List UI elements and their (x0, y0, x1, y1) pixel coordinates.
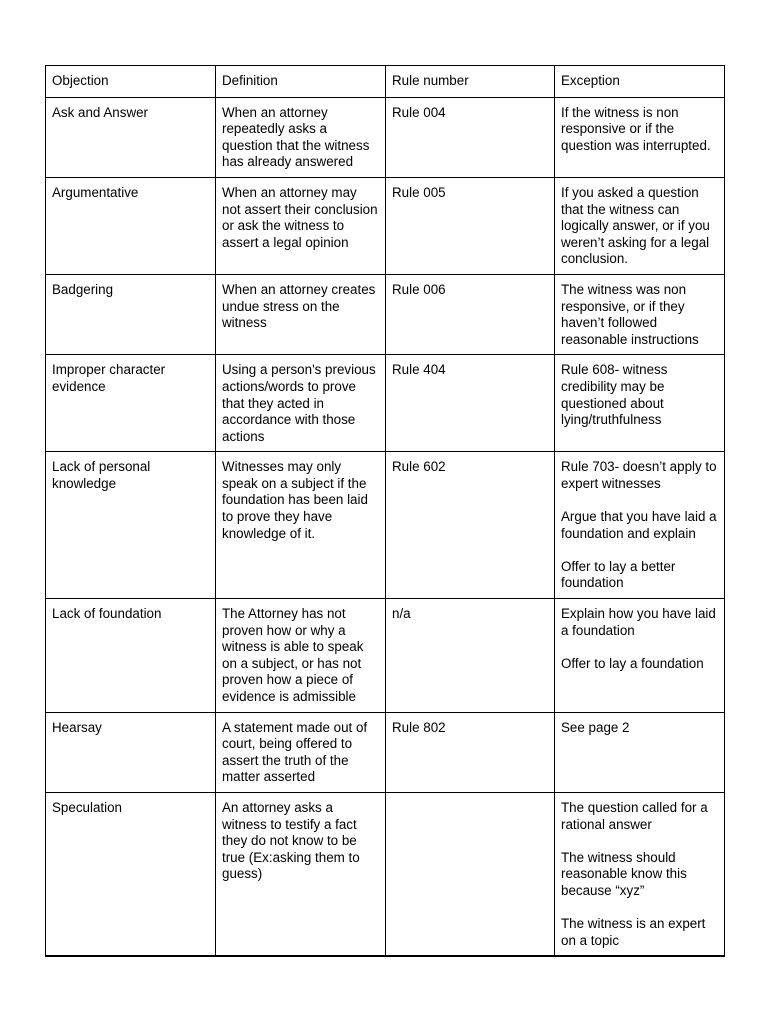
table-row (46, 599, 725, 713)
exception-text: If you asked a question that the witness can logically answer, or if you weren’t asking for a legal conclusion. (561, 184, 710, 267)
objection-cell: Improper character evidence (46, 355, 216, 452)
table-row (46, 452, 725, 599)
exception-cell (555, 712, 725, 792)
objection-cell: Hearsay (46, 712, 216, 792)
rule-cell: Rule 006 (386, 274, 555, 354)
exception-text: The question called for a rational answer (561, 799, 708, 832)
exception-cell (555, 355, 725, 452)
rule-cell: Rule 802 (386, 712, 555, 792)
exception-text: See page 2 (561, 719, 630, 735)
definition-cell: When an attorney creates undue stress on the witness (216, 274, 386, 354)
table-header-row (46, 66, 725, 98)
table-row (46, 712, 725, 792)
objection-cell: Ask and Answer (46, 97, 216, 177)
definition-cell: Witnesses may only speak on a subject if the foundation has been laid to prove they have knowledge of it. (216, 452, 386, 599)
definition-cell: The Attorney has not proven how or why a witness is able to speak on a subject, or has not proven how a piece of evidence is admissible (216, 599, 386, 713)
exception-cell (555, 792, 725, 956)
header-definition: Definition (216, 66, 386, 98)
exception-text: The witness should reasonable know this because “xyz” (561, 849, 687, 898)
objection-cell: Lack of foundation (46, 599, 216, 713)
exception-cell (555, 97, 725, 177)
objection-cell: Argumentative (46, 177, 216, 274)
objection-cell: Speculation (46, 792, 216, 956)
exception-cell (555, 452, 725, 599)
exception-text: Offer to lay a foundation (561, 655, 704, 671)
objection-cell: Badgering (46, 274, 216, 354)
exception-text: Argue that you have laid a foundation and explain (561, 509, 717, 541)
header-exception: Exception (555, 66, 725, 98)
objection-cell: Lack of personal knowledge (46, 452, 216, 599)
objections-table (45, 65, 725, 957)
table-row (46, 355, 725, 452)
rule-cell: Rule 602 (386, 452, 555, 599)
exception-text: Offer to lay a better foundation (561, 558, 676, 591)
exception-text: The witness is an expert on a topic (561, 916, 706, 948)
exception-text: The witness was non responsive, or if they haven’t followed reasonable instructions (561, 281, 699, 347)
rule-cell: Rule 404 (386, 355, 555, 452)
table-row (46, 792, 725, 956)
definition-cell: Using a person's previous actions/words to prove that they acted in accordance with those actions (216, 355, 386, 452)
exception-cell (555, 177, 725, 274)
definition-cell: An attorney asks a witness to testify a fact they do not know to be true (Ex:asking them to guess) (216, 792, 386, 956)
exception-cell (555, 274, 725, 354)
exception-text: Rule 608- witness credibility may be questioned about lying/truthfulness (561, 362, 668, 428)
rule-cell: n/a (386, 599, 555, 713)
exception-text: Rule 703- doesn’t apply to expert witnesses (561, 459, 717, 491)
rule-cell (386, 792, 555, 956)
exception-text: Explain how you have laid a foundation (561, 606, 716, 638)
definition-cell: A statement made out of court, being offered to assert the truth of the matter asserted (216, 712, 386, 792)
definition-cell: When an attorney repeatedly asks a question that the witness has already answered (216, 97, 386, 177)
table-row (46, 274, 725, 354)
table-row (46, 177, 725, 274)
rule-cell: Rule 005 (386, 177, 555, 274)
exception-text: If the witness is non responsive or if the question was interrupted. (561, 104, 711, 153)
table-row (46, 97, 725, 177)
exception-cell (555, 599, 725, 713)
header-rule-number: Rule number (386, 66, 555, 98)
definition-cell: When an attorney may not assert their conclusion or ask the witness to assert a legal opinion (216, 177, 386, 274)
rule-cell: Rule 004 (386, 97, 555, 177)
header-objection: Objection (46, 66, 216, 98)
